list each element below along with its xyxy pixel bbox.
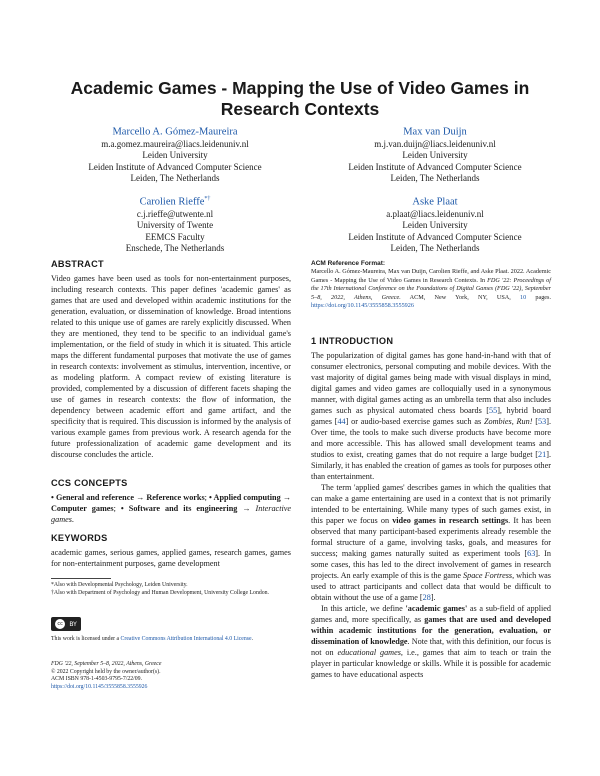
doi-link[interactable]: https://doi.org/10.1145/3555858.3555926 xyxy=(51,683,148,690)
author-affiliation: Leiden Institute of Advanced Computer Science xyxy=(88,161,262,172)
author-name: Marcello A. Gómez-Maureira xyxy=(112,126,238,138)
author-affiliation: Leiden University xyxy=(142,150,208,160)
author-block xyxy=(310,193,560,255)
author-block xyxy=(50,123,300,185)
footnote-divider xyxy=(51,578,111,579)
conference-line: FDG '22, September 5–8, 2022, Athens, Greece xyxy=(51,661,162,667)
footnote: †Also with Department of Psychology and Human Development, University College London. xyxy=(51,589,269,596)
author-name: Aske Plaat xyxy=(412,196,458,208)
author-name: Max van Duijn xyxy=(403,126,467,138)
author-email: c.j.rieffe@utwente.nl xyxy=(136,208,214,219)
acm-reference xyxy=(311,260,551,310)
paper-title: Academic Games - Mapping the Use of Video Games in Research Contexts xyxy=(70,78,530,119)
acm-reference-text: Marcello A. Gómez-Maureira, Max van Duijn, Carolien Rieffe, and Aske Plaat. 2022. Academic Games - Mapping the Use of Video Games in Research Contexts. In FDG '22: Proceedings of the 17th International Conference on the Foundations of Digital Games (FDG '22), September 5–8, 2022, Athens, Greece. ACM, New York, NY, USA, 10 pages. https://doi.org/10.1145/3555858.3555926 xyxy=(311,268,551,310)
copyright-line: © 2022 Copyright held by the owner/author(s). xyxy=(51,668,161,675)
abstract-section xyxy=(51,259,291,460)
acm-reference-heading: ACM Reference Format: xyxy=(311,260,386,267)
acm-doi-link[interactable]: https://doi.org/10.1145/3555858.3555926 xyxy=(311,302,414,310)
author-email: m.j.van.duijn@liacs.leidenuniv.nl xyxy=(374,138,496,149)
conference-info xyxy=(51,661,291,691)
author-affiliation: EEMCS Faculty xyxy=(145,231,205,242)
footnotes xyxy=(51,582,291,597)
by-label: BY xyxy=(69,620,77,628)
author-affiliation: Leiden University xyxy=(402,150,468,160)
author-affiliation: University of Twente xyxy=(136,220,214,230)
keywords-text: academic games, serious games, applied games, research games, games for non-entertainment purposes, game development xyxy=(51,548,291,568)
ccs-section xyxy=(51,478,291,525)
author-block xyxy=(50,193,300,255)
license-text: This work is licensed under a Creative Commons Attribution International 4.0 License. xyxy=(51,636,254,642)
cc-license-badge[interactable] xyxy=(51,617,81,631)
author-name: Carolien Rieffe*† xyxy=(139,196,211,208)
author-affiliation: Enschede, The Netherlands xyxy=(125,243,225,253)
author-block xyxy=(310,123,560,185)
ccs-heading: CCS CONCEPTS xyxy=(51,478,128,488)
author-affiliation: Leiden Institute of Advanced Computer Science xyxy=(348,231,522,242)
author-email: m.a.gomez.maureira@liacs.leidenuniv.nl xyxy=(101,138,249,149)
ccs-text: • General and reference → Reference works; • Applied computing → Computer games; • Software and its engineering → Interactive games. xyxy=(51,493,292,524)
intro-paragraph: The term 'applied games' describes games in which the qualities that can make a game entertaining are used in a context that is not primarily intended to be entertaining. While many types of such games exist, in this paper we focus on video games in research settings. It has been observed that many participant-based experiments already resemble the formal structure of a game, involving tasks, goals, and measures for success; making games naturally suited as experiment tools [63]. In some cases, this has led to the direct involvement of games in research projects. An early example of this is the game Space Fortress, which was used to attract participants and collect data that would be difficult to obtain without the use of a game [28]. xyxy=(311,483,551,602)
footnote: *Also with Developmental Psychology, Leiden University. xyxy=(51,582,188,588)
author-affiliation: Leiden, The Netherlands xyxy=(390,173,480,183)
cc-icon: cc xyxy=(55,619,65,629)
author-email: a.plaat@liacs.leidenuniv.nl xyxy=(386,208,484,219)
keywords-section xyxy=(51,533,291,569)
introduction-heading: 1 INTRODUCTION xyxy=(311,336,394,346)
intro-paragraph: The popularization of digital games has gone hand-in-hand with that of consumer electronics, personal computing and mobile devices. With the vast majority of digital games being made with visual displays in mind, digital games and video games are colloquially used in a synonymous manner, with digital games acting as an umbrella term that also includes games such as physical automated chess boards [55], hybrid board games [44] or audio-based exercise games such as Zombies, Run! [53]. Over time, the tools to make such diverse products have become more and more accessible. This has allowed small development teams and studios to exist, creating games that do not require a large budget [21]. Similarly, it has enabled the creation of games as tools for purposes other than entertainment. xyxy=(311,351,551,481)
abstract-heading: ABSTRACT xyxy=(51,259,104,269)
introduction-section xyxy=(311,336,551,680)
author-affiliation: Leiden, The Netherlands xyxy=(390,243,480,253)
author-affiliation: Leiden Institute of Advanced Computer Science xyxy=(348,161,522,172)
intro-paragraph: In this article, we define 'academic games' as a sub-field of applied games and, more specifically, as games that are used and developed within academic institutions for the generation, evaluation, or dissemination of knowledge. Note that, with this definition, our focus is not on educational games, i.e., games that aim to teach or train the player in particular knowledge or skills. While it is possible for academic games to have educational aspects xyxy=(311,604,551,679)
author-affiliation: Leiden University xyxy=(402,220,468,230)
isbn-line: ACM ISBN 978-1-4503-9795-7/22/09. xyxy=(51,676,142,682)
abstract-text: Video games have been used as tools for non-entertainment purposes, including research contexts. This paper defines 'academic games' as games that are used and developed within academic institutions for the generation, evaluation, or dissemination of knowledge. Broad intentions related to this unique use of games are rarely explicitly discussed. When they are mentioned, they tend to be specific to an individual game's implementation, or the field of study in which it is situated. This article maps the different fundamental purposes that motivate the use of games in research contexts: involvement as stimulus, intervention, incentive, or as modeling platform. A compact review of existing literature is provided, complemented by a discussion of different facets shaping the use of games in research contexts: the flow of information, the dependency between academic effort and game artifact, and the specificity that is required. This discussion is informed by the analysis of various example games from previous work. A research agenda for the future professionalization of academic game development and its discourse concludes the article. xyxy=(51,274,291,459)
author-affiliation: Leiden, The Netherlands xyxy=(130,173,220,183)
license-link[interactable]: Creative Commons Attribution International 4.0 License xyxy=(120,636,252,642)
keywords-heading: KEYWORDS xyxy=(51,533,108,543)
